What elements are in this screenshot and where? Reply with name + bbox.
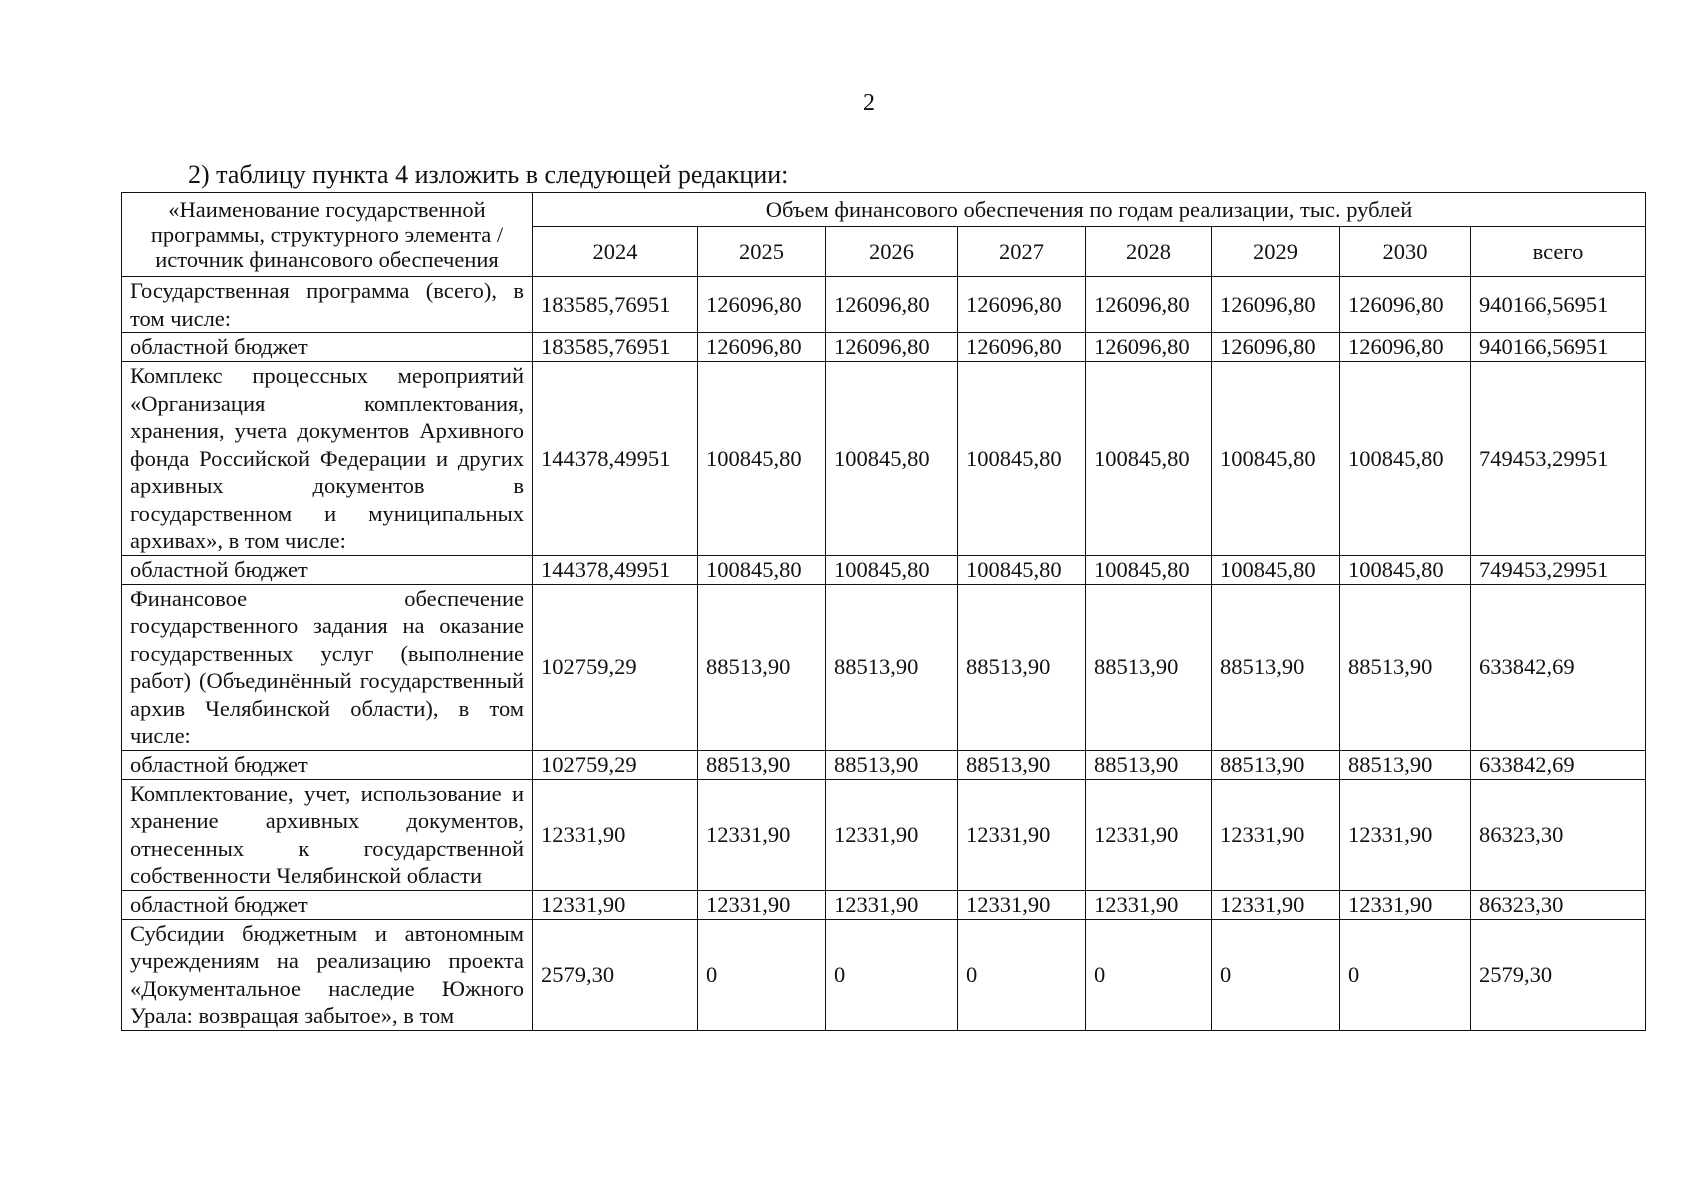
cell-2028: 100845,80 bbox=[1086, 362, 1212, 556]
year-header: 2026 bbox=[826, 227, 958, 277]
cell-2027: 126096,80 bbox=[958, 333, 1086, 362]
cell-2027: 126096,80 bbox=[958, 277, 1086, 333]
cell-total: 749453,29951 bbox=[1471, 362, 1646, 556]
cell-total: 633842,69 bbox=[1471, 584, 1646, 750]
cell-2028: 0 bbox=[1086, 919, 1212, 1030]
cell-2028: 126096,80 bbox=[1086, 277, 1212, 333]
year-header: 2030 bbox=[1340, 227, 1471, 277]
cell-total: 2579,30 bbox=[1471, 919, 1646, 1030]
cell-2026: 100845,80 bbox=[826, 362, 958, 556]
name-column-header: «Наименование государственной программы, структурного элемента / источник финансового обеспечения bbox=[122, 193, 533, 277]
cell-2030: 100845,80 bbox=[1340, 555, 1471, 584]
cell-2026: 12331,90 bbox=[826, 779, 958, 890]
cell-2027: 100845,80 bbox=[958, 362, 1086, 556]
year-header: 2029 bbox=[1212, 227, 1340, 277]
cell-2030: 0 bbox=[1340, 919, 1471, 1030]
cell-2029: 100845,80 bbox=[1212, 555, 1340, 584]
total-header: всего bbox=[1471, 227, 1646, 277]
cell-2030: 12331,90 bbox=[1340, 890, 1471, 919]
row-name: Финансовое обеспечение государственного задания на оказание государственных услуг (выполнение работ) (Объединённый государственный архив Челябинской области), в том числе: bbox=[122, 584, 533, 750]
cell-2028: 12331,90 bbox=[1086, 779, 1212, 890]
page-number: 2 bbox=[863, 90, 875, 116]
cell-2025: 12331,90 bbox=[698, 890, 826, 919]
table-row bbox=[122, 555, 1646, 584]
cell-2027: 0 bbox=[958, 919, 1086, 1030]
cell-2025: 12331,90 bbox=[698, 779, 826, 890]
cell-2026: 100845,80 bbox=[826, 555, 958, 584]
cell-2028: 100845,80 bbox=[1086, 555, 1212, 584]
row-name: Субсидии бюджетным и автономным учреждениям на реализацию проекта «Документальное наследие Южного Урала: возвращая забытое», в том bbox=[122, 919, 533, 1030]
cell-2029: 12331,90 bbox=[1212, 890, 1340, 919]
year-header: 2024 bbox=[533, 227, 698, 277]
table-row bbox=[122, 750, 1646, 779]
cell-2030: 12331,90 bbox=[1340, 779, 1471, 890]
cell-2026: 126096,80 bbox=[826, 333, 958, 362]
table-body bbox=[122, 277, 1646, 1031]
cell-2026: 126096,80 bbox=[826, 277, 958, 333]
cell-2025: 100845,80 bbox=[698, 555, 826, 584]
cell-2025: 88513,90 bbox=[698, 584, 826, 750]
cell-2024: 2579,30 bbox=[533, 919, 698, 1030]
cell-2024: 102759,29 bbox=[533, 750, 698, 779]
cell-2027: 12331,90 bbox=[958, 779, 1086, 890]
cell-total: 633842,69 bbox=[1471, 750, 1646, 779]
cell-total: 86323,30 bbox=[1471, 779, 1646, 890]
year-header: 2027 bbox=[958, 227, 1086, 277]
intro-paragraph: 2) таблицу пункта 4 изложить в следующей редакции: bbox=[188, 160, 789, 189]
cell-2029: 0 bbox=[1212, 919, 1340, 1030]
cell-2026: 88513,90 bbox=[826, 584, 958, 750]
cell-2030: 100845,80 bbox=[1340, 362, 1471, 556]
cell-2025: 100845,80 bbox=[698, 362, 826, 556]
cell-2030: 126096,80 bbox=[1340, 277, 1471, 333]
row-name: Комплекс процессных мероприятий «Организация комплектования, хранения, учета документов Архивного фонда Российской Федерации и других архивных документов в государственном и муниципальных архивах», в том числе: bbox=[122, 362, 533, 556]
cell-2024: 183585,76951 bbox=[533, 333, 698, 362]
cell-2024: 102759,29 bbox=[533, 584, 698, 750]
financing-table bbox=[121, 192, 1646, 1031]
cell-2027: 100845,80 bbox=[958, 555, 1086, 584]
table-row bbox=[122, 277, 1646, 333]
cell-2028: 126096,80 bbox=[1086, 333, 1212, 362]
row-name: Комплектование, учет, использование и хранение архивных документов, отнесенных к государственной собственности Челябинской области bbox=[122, 779, 533, 890]
table-row bbox=[122, 362, 1646, 556]
cell-2024: 183585,76951 bbox=[533, 277, 698, 333]
table-header bbox=[122, 193, 1646, 277]
cell-2029: 100845,80 bbox=[1212, 362, 1340, 556]
cell-total: 86323,30 bbox=[1471, 890, 1646, 919]
cell-2024: 12331,90 bbox=[533, 779, 698, 890]
cell-2029: 126096,80 bbox=[1212, 277, 1340, 333]
cell-2027: 88513,90 bbox=[958, 750, 1086, 779]
cell-2025: 0 bbox=[698, 919, 826, 1030]
cell-2028: 88513,90 bbox=[1086, 750, 1212, 779]
table-row bbox=[122, 584, 1646, 750]
year-header: 2028 bbox=[1086, 227, 1212, 277]
volume-column-header: Объем финансового обеспечения по годам реализации, тыс. рублей bbox=[533, 193, 1646, 227]
row-name: областной бюджет bbox=[122, 890, 533, 919]
cell-2027: 12331,90 bbox=[958, 890, 1086, 919]
row-name: Государственная программа (всего), в том числе: bbox=[122, 277, 533, 333]
cell-2029: 126096,80 bbox=[1212, 333, 1340, 362]
row-name: областной бюджет bbox=[122, 333, 533, 362]
cell-2025: 126096,80 bbox=[698, 277, 826, 333]
cell-total: 940166,56951 bbox=[1471, 333, 1646, 362]
cell-2026: 88513,90 bbox=[826, 750, 958, 779]
table-row bbox=[122, 333, 1646, 362]
cell-total: 749453,29951 bbox=[1471, 555, 1646, 584]
year-header: 2025 bbox=[698, 227, 826, 277]
cell-2030: 126096,80 bbox=[1340, 333, 1471, 362]
cell-2026: 0 bbox=[826, 919, 958, 1030]
cell-2024: 144378,49951 bbox=[533, 555, 698, 584]
row-name: областной бюджет bbox=[122, 555, 533, 584]
table-row bbox=[122, 919, 1646, 1030]
table-row bbox=[122, 779, 1646, 890]
row-name: областной бюджет bbox=[122, 750, 533, 779]
table-row bbox=[122, 890, 1646, 919]
cell-2029: 88513,90 bbox=[1212, 584, 1340, 750]
cell-2025: 126096,80 bbox=[698, 333, 826, 362]
cell-total: 940166,56951 bbox=[1471, 277, 1646, 333]
cell-2029: 12331,90 bbox=[1212, 779, 1340, 890]
cell-2028: 12331,90 bbox=[1086, 890, 1212, 919]
cell-2024: 12331,90 bbox=[533, 890, 698, 919]
cell-2029: 88513,90 bbox=[1212, 750, 1340, 779]
cell-2028: 88513,90 bbox=[1086, 584, 1212, 750]
cell-2026: 12331,90 bbox=[826, 890, 958, 919]
cell-2030: 88513,90 bbox=[1340, 750, 1471, 779]
cell-2025: 88513,90 bbox=[698, 750, 826, 779]
cell-2027: 88513,90 bbox=[958, 584, 1086, 750]
cell-2024: 144378,49951 bbox=[533, 362, 698, 556]
cell-2030: 88513,90 bbox=[1340, 584, 1471, 750]
